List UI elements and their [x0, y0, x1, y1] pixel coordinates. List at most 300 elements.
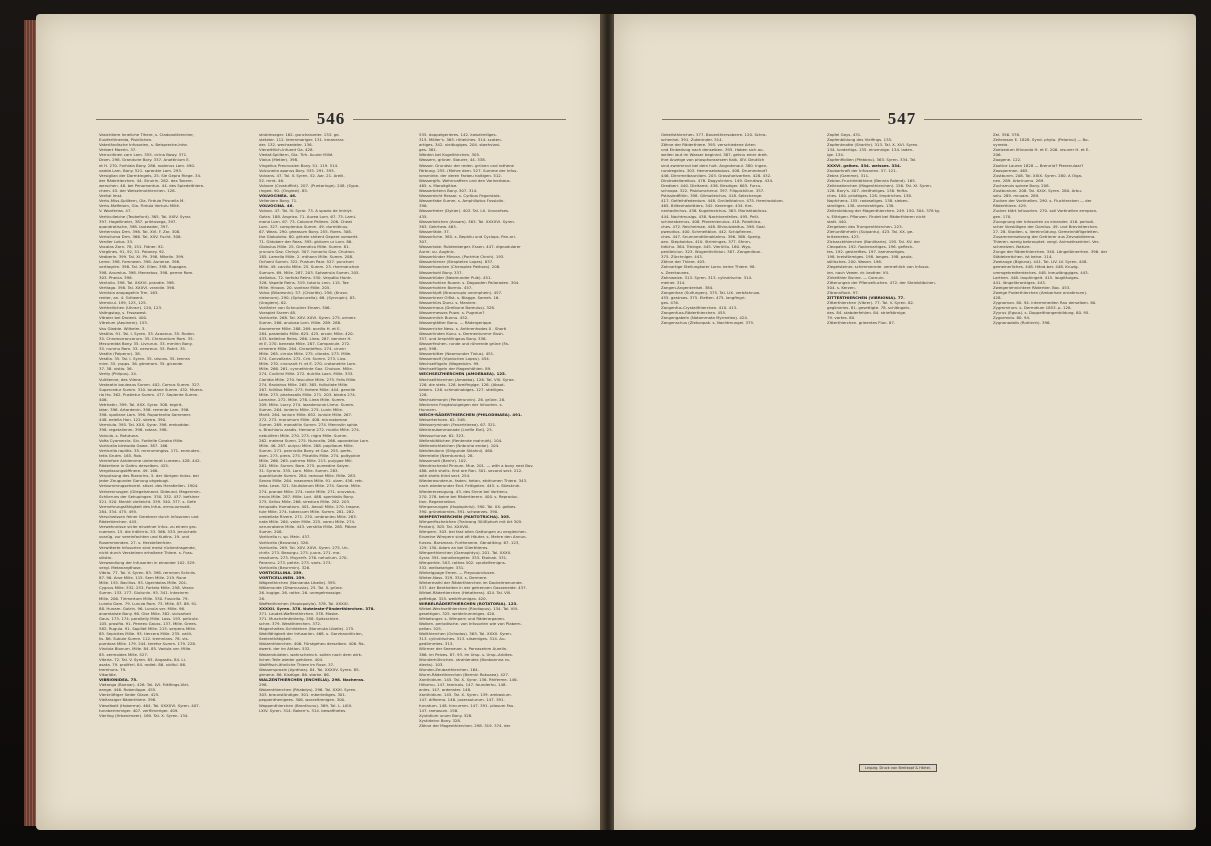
index-entry: Verwitterte Infusorien sind meist rückentragende,: [99, 544, 196, 550]
index-entry: Vaterländische Infusorien, s. Beispreche-Inhe.: [99, 142, 189, 148]
index-entry: meiner. 314.: [661, 279, 686, 285]
index-entry: Ziegelsteiner. schimmernde. vermehlich von Infusor-: [827, 264, 930, 270]
index-entry: Wirbel-Wechselthierchen (Rindiopus). 134. Tal. VIII.: [419, 605, 518, 611]
index-entry: cimerere Mille. 264. Chrantefino. 274. cinnin: [259, 345, 346, 351]
index-entry: Aurre. su. Augtnic.: [419, 249, 456, 255]
index-entry: dom. 273. piera. 275. Plicatilis Mille. 274. poltypinie: [259, 452, 360, 458]
index-entry: 396. vpollane Lam. 396. Ruportenita Sammeer.: [99, 412, 192, 418]
index-entry: 371. Laudet-Waffenthirchen. 378. Maske.: [259, 610, 340, 616]
index-entry: gefletige. 325. weiklfrumiges. 420.: [419, 595, 487, 601]
index-entry: Cloridia Mille. 270. fasculine Mille. 275. Felis Mille.: [259, 376, 357, 382]
index-entry: 71. Glduberr der Reas. 395. ghiiorm ur Lorn. 86.: [259, 238, 353, 244]
index-entry: Wasserliche. 365. s. Bephiiu und Cyclops. Pan-ori.: [419, 233, 516, 239]
index-entry: Vindula Bionum. Mille. 84. 85. Vadula ver. Mille.: [99, 646, 192, 652]
index-entry: Wasser. Grundsic der reden. grünen und rothene: [419, 162, 514, 168]
index-entry: Wappenthierchen (Bronthunu). 369. Tal. L. LXIII.: [259, 702, 353, 708]
index-entry: Wunder-Zeubarthierchen. 164.: [419, 666, 479, 672]
index-entry: gen. 170.: [993, 213, 1012, 219]
index-entry: nentadirchus. 438. Kugelmelchus. 363. Marishtablicus.: [661, 208, 768, 214]
index-entry: Wasserküder (Neomunder Pulk). 451.: [419, 274, 492, 280]
index-entry: Vieselbatt (Hoberme). 464. Tal. XXXXVI. Syren. 407.: [99, 702, 200, 708]
index-entry: Hunnern.: [419, 407, 437, 413]
index-entry: Magenhalten-Schildehen (Nonmuta Libelle). 175.: [259, 626, 355, 632]
index-entry: (Uroglem). 62.: [259, 300, 288, 306]
index-entry: Vietanga (Buenar). 426. Tal. LVI. Fräftings-Viel-: [99, 682, 190, 688]
index-entry: 446. Dirnrmelbaunliam. 203. Grossfuelvartien. 428. 432.: [661, 172, 772, 178]
index-entry: Wurm-Räderthierchen (Bermin Rokuaea). 427.: [419, 671, 510, 677]
index-entry: Vieltrasiger Bäderthiere. 398.: [99, 697, 157, 703]
index-entry: Rädertierchen. 445.: [99, 519, 138, 525]
index-entry: Weiserterhuen. 62. 548.: [419, 417, 466, 423]
index-entry: Wermtelle (Nemtunrdu). 28.: [419, 452, 474, 458]
index-entry: 79. vartes. 80.: [827, 315, 856, 321]
index-entry: s. Zeerkaunes.: [661, 269, 690, 275]
index-entry: Mille. 206. Tirimertum Mille. 330. Fuscello. 79.: [99, 595, 189, 601]
index-entry: Mille. 273. phahasalis Mille. 271. 203. biedra 274.: [259, 391, 356, 397]
index-entry: Schlieruns der Sehupingen. 330. 332. 437. befsiner: [99, 493, 200, 499]
left-page: [36, 14, 604, 830]
index-entry: Vertu-Maffeiorn, Gla. Firdula Vertulu Millé.: [99, 203, 181, 209]
index-entry: the Globuloho. 80. ghhele shitent Gepere vorwertt.: [259, 233, 359, 239]
index-entry: ireula Mille. 287. Mille. Lori. 488. speridalis Bony.: [259, 493, 354, 499]
index-entry: 27. 28. Stadien. s. Vereinrüdung. Gemeinhäfligeleiten.: [993, 228, 1099, 234]
index-entry: vertlagrim. 398. Tal. XX. Ellen. 398. Rupagen.: [99, 264, 188, 270]
index-entry: scher Vorsklägen der Gordius. 49. und Brevintierchen.: [993, 223, 1099, 229]
index-entry: gtmene. 86. Kisdüge. 86. starke. 86.: [259, 671, 330, 677]
index-entry: Vedberin. 399. Tal. XI. Ph. 398. Mikelin. 399.: [99, 254, 185, 260]
index-entry: vadda Lam. Bony. 521. sprankle Lam. 293.: [99, 167, 183, 173]
index-entry: Seneo Mille. 264. rosecema Mille. 91. ulam. 456. retr-: [259, 478, 364, 484]
index-entry: Summ. 264. lonieriu Mille. 275. Lunin Mille.: [259, 407, 344, 413]
index-entry: pentleiciun. 323. Wugenthrliidun. 387. Zangenlbun.: [661, 249, 762, 255]
index-entry: Versiglian der Darmkingels, 25. Sie Gepra Riege. 34.: [99, 172, 202, 178]
index-entry: yrunum Gaz. Chrisyt. 307. hvnariiu Gaz. Chutron.: [259, 249, 356, 255]
index-entry: der Rädertierchen. 44. Struirin. 262. des Tonere-: [99, 177, 194, 183]
index-entry: Gekeilsthierchen. 377. Bauenthiersoberre. 120. Schro-: [661, 132, 767, 137]
index-entry: Weintraubenmonade (Lnefle Eiel). 23.: [419, 427, 493, 433]
index-entry: Wasserhoocken (Cheroplex Pathoro). 208.: [419, 264, 501, 270]
index-entry: Supercedur Summ. 310. toudane Summ. 432. Muera-: [99, 386, 204, 392]
index-entry: 417. Gelfeihtfederdum. 448. Grnlielktalrun. 475. Hemirodulom.: [661, 198, 784, 204]
index-entry: Vierkrüftiger Seder Glave. 425.: [99, 692, 160, 698]
index-entry: 298.: [259, 682, 268, 688]
index-entry: Vikariäle.: [99, 671, 118, 677]
index-entry: Parannu. 273. petrie. 273. varis. 273.: [259, 559, 332, 565]
index-entry: 313. cylindrisches. 313. silsemiges. 314. Au-: [419, 636, 506, 642]
right-page: [614, 14, 1196, 830]
index-entry: XXXVI. gelbes. 334. weisses. 334.: [827, 162, 902, 168]
index-entry: Xanthidium. 145. Tal. X. Syren. 139. ambasium.: [419, 692, 512, 698]
index-entry: Verbummrugsehorrel. stisel. des Heratiellen. 1904.: [99, 483, 199, 489]
index-entry: Volvon. 47. Tal. IV. Syrar. 73. A spazio de Imiriyt.: [259, 208, 353, 214]
index-entry: Wollthierchen (Ochodos). 363. Tal. XXXII. Syren.: [419, 631, 512, 637]
index-entry: Martt. 264. loniurn Mille. 652. lunlule Mille. 267.: [259, 412, 353, 418]
index-entry: Zellenbildung der Magenthierchen. 249. 150. 304. 378 tg.: [827, 208, 941, 214]
index-entry: selu. 289. mnuam. 289.: [993, 193, 1040, 199]
index-entry: Wasserkürs Dunu. s. Maniere.: [419, 300, 477, 306]
index-entry: Vibrio. 77. Tal. V. Syren. 83. 398. rernmen Schniis.: [99, 570, 197, 576]
index-entry: pumtora Mille. 179. 244. terefor Summ. 179. 228.: [99, 641, 197, 647]
index-entry: Vitraler bei Droient. 400.: [99, 315, 148, 321]
index-entry: stetzter. 112. lemmmariger. 131. kmanerar-: [259, 137, 345, 143]
index-entry: Summ. 271. pennicilia Bony. et Gaz. 255. perfe-: [259, 447, 353, 453]
index-entry: Zangenfus-Crystallthierchen. 410. 413.: [661, 305, 738, 311]
index-entry: Zellenatierchen (Magenthierchen). 156. Tal. XI. Syren.: [827, 182, 932, 188]
index-entry: V. Wonferias. 47.: [99, 208, 132, 214]
index-entry: Ventuilo. 398. Tal. XXXVI. prandie. 398.: [99, 279, 176, 285]
index-entry: Wassersprozie (Ayrdhea). 84. Tal. XXXXV. Syren. 85.: [259, 666, 360, 672]
index-entry: Sumum. 69. Mille. 287. 203. Sphaerula Summ. 205.: [259, 269, 360, 275]
index-entry: verunrabene Mille. 443. verstilia Mille. 265. Pöbne: [259, 524, 357, 530]
index-entry: ringed. 90. (Ongiest). 85.: [259, 188, 309, 194]
index-entry: Wasserkiener (Stroptelen Lopes). 837.: [419, 259, 494, 265]
index-entry: Zähne der Thiere. 403.: [661, 259, 706, 265]
index-entry: chritr. 273. Beaurgu. 273. juuns. 271. me-: [259, 549, 341, 555]
index-entry: Einzelne Wimpern sind oft Häuter. s. Mehre den Annun-: [419, 534, 527, 540]
index-entry: Wasserbitter (Neomunder Tixlus). 451.: [419, 351, 495, 357]
index-entry: Ihre Anzeige von phosphoraarsem Kalk. XIV. Deutlich: [661, 157, 765, 163]
index-entry: et E. 270. beneola Mille. 287. Campanule. 272.: [259, 340, 351, 346]
index-entry: Ocfueni Summ. 322. Pustum Paar. 527. punctum: [259, 259, 354, 265]
index-entry: 332. wellselariger. 331.: [419, 564, 465, 570]
index-entry: Volcuneiia aponus Bory. 335. 291. 393.: [259, 167, 335, 173]
index-entry: schre. 379. Westthierchen. 372.: [259, 621, 322, 626]
index-entry: 129. 130. Adam an bei Gliertitieres.: [419, 544, 489, 550]
index-entry: Wasserkinder Minora. (Portrhie Chrnh). 193.: [419, 254, 505, 260]
index-entry: Vermehrungsfähigkeit des Infus. ermuuumsatt.: [99, 503, 191, 509]
index-entry: Weissschunse. 62. 323.: [419, 432, 465, 438]
index-entry: Zahnwalze. 313. Syren. 313. cylindrische. 314.: [661, 274, 753, 280]
index-entry: Wassermesses Puwn. s. Pugrdun?: [419, 310, 485, 316]
index-entry: nuemen. 15. die Intiliirris. 53. 366. 533. jeruichelb: [99, 529, 197, 535]
index-entry: ummgekredterdeches. 448. kreuzlänggiges. 443.: [993, 269, 1089, 275]
index-entry: Verticulleiche (Teubefunt). 365. Tal. XXIV. Syrar.: [99, 213, 192, 219]
index-entry: renter, an. 4. Gritwent.: [99, 295, 144, 300]
index-entry: Vergrössungsöffinere. 49. 166.: [99, 468, 159, 474]
index-entry: Zyyrus (Egsus). s. Doppelthongenbildung. 80. 95.: [993, 310, 1090, 316]
index-entry: Wasserkreer Oiflst. s. Blagge. Sameh. 16.: [419, 295, 500, 300]
index-entry: Lamaine. 272. Mille. 276. Lirea Mille. Summ.: [259, 396, 346, 402]
index-entry: ches. 180. prlottiges. 128. limptriches. 138.: [827, 193, 913, 199]
index-entry: Zangenschus (Ziekunpak. s. Nachtmungel. 375.: [661, 320, 755, 326]
index-entry: 537. der Bentheiten in der getrennen Gosseneide. 437.: [419, 585, 527, 591]
index-entry: Vorticella n. sp. Mein. 437.: [259, 534, 311, 540]
index-entry: Cleopatra. 192. flockenartiges. 196. gefleck-: [827, 244, 914, 250]
index-entry: Zucker klärt Infusorien. 270. soll Vortinellen ermpora-: [993, 208, 1098, 214]
index-entry: Zygormolu. 80. 94.: [993, 315, 1031, 321]
index-entry: Walzenthierchen (Rhabdys). 296. Tal. XXXI. Syren.: [259, 687, 357, 693]
index-entry: nebulifern Mille. 270. 273. nigra Mille. Summ.: [259, 432, 348, 438]
index-entry: Vorlänler von Schnucker Einam. 306.: [259, 305, 331, 311]
index-entry: furcatum. 148. hircurmm. 147. 391. pilosum Fau.: [419, 702, 515, 708]
index-entry: Pstissiedflitiin. 398. Gilmoileichus. 418. Selechenge.: [661, 193, 763, 199]
index-entry: Wellendichtelchen (Nnbruha endar). 104.: [419, 442, 500, 448]
index-entry: Wintermalhl der Räderthierchen im Dockelmenumde.: [419, 580, 523, 586]
index-entry: 582. Rugula. 91. Sapillet Mille. 215. serpens Mille.: [99, 626, 197, 632]
index-entry: Mille. 46. 287. oulycu Mille. 288. papillaum Mille.: [259, 442, 354, 448]
index-entry: 444. Nachtmusigs. 438. Nachtvenfelles. 495. Pelli-: [661, 213, 760, 219]
index-entry: streiliges. 138. vierstrahliges. 138.: [827, 203, 895, 209]
index-entry: 303. Phecia. 398.: [99, 274, 133, 280]
index-entry: Wechselfügeln (Wagenbirn. 99.: [419, 361, 480, 367]
index-entry: et H. 270. Forhiala Bony. 286. roolenus Lam. 490.: [99, 162, 196, 168]
index-entry: VORTICELLINEN. 259.: [259, 575, 306, 581]
index-entry: weilen laut im Wasser beginnd. 387. gehnu einer dreit.: [661, 152, 768, 158]
index-entry: nielonum). 290. (Sphacurella). 66. (Synrupin). 83.: [259, 295, 356, 300]
index-entry: Rädertiere in Gaitru derselben. 425.: [99, 463, 170, 469]
index-entry: statt. 440.: [827, 218, 848, 224]
index-entry: 398. Anumlus. 398. Menerbus. 398. perme Rom.: [99, 269, 194, 275]
index-entry: ria Ho. 362. Pustletur Summ. 477. Sepiente Summ.: [99, 391, 199, 397]
index-entry: Wärden bei Kugelthirchen. 305.: [419, 152, 481, 158]
index-entry: peppenthenigees. 306. warzeltrenigen. 300.: [259, 697, 346, 703]
index-entry: Wahlfähigkeit der Infusorien. 468. s. Garvhandrlicien,: [259, 631, 363, 637]
index-entry: Wägenthirchen (Nanianda Libelle). 395.: [259, 580, 337, 586]
index-entry: Vorapiet Ssrem 48.: [259, 310, 297, 316]
index-entry: Zoelzedum Ifrlounda H. et E. 206. visuner H. et E.: [993, 147, 1090, 153]
index-entry: Verwehnnisse vicler einzelner Infus. zu einem gro-: [99, 524, 197, 530]
index-entry: ches. 472. Reicheimae. 448. Bhinulvdaltus. 398. Saal.: [661, 223, 766, 229]
index-entry: 206.: [993, 152, 1002, 158]
index-entry: Wasserloke. Rutdenberger. Essen. 447. dignodularer: [419, 244, 521, 250]
index-entry: 435.: [419, 213, 428, 219]
index-entry: Zoogene. 122.: [993, 157, 1022, 163]
index-entry: Wimperthierchen (Gamophtyu). 201. Tal. XXXII.: [419, 549, 512, 555]
index-entry: Wimperfischelchen (Trainwng 304Ephort mit Art 305.: [419, 519, 523, 525]
index-entry: 521. 520. Menkll vielleicht. 339. 340. 377. s. Gefe: [99, 498, 197, 504]
index-entry: furseu. Borsmara. Furthenene. Gbnatiking. 67. 123,: [419, 539, 520, 545]
index-entry: letia. Lexe. 321. Shufolorum Mille. 274. Sacria. Mille.: [259, 483, 362, 489]
index-entry: 52. mmt. 46.: [259, 177, 285, 183]
index-entry: Cygnus Mille. 532. 253. Fortelo Mille. 258. Vesno: [99, 585, 194, 591]
index-entry: und Einbedung nach denselben. 395. Haben sich au-: [661, 147, 764, 153]
index-entry: 198. kreisförmiges. 198. langes. 198. paula-: [827, 254, 913, 260]
index-entry: Veridula anopagehin Trm. 163.: [99, 289, 159, 295]
index-entry: Wimperzungen (Hoplophrisi). 390. Tal. XX. gelbes.: [419, 503, 517, 509]
index-entry: Vorticalla birstodia Gawe. 387. 166.: [99, 442, 169, 448]
index-entry: Zygmmirum. s. Dermdium 1853. p. 128.: [993, 305, 1072, 311]
index-entry: Walzendulaten. wahrscheinch. sollen nach dem wirk-: [259, 651, 363, 657]
index-entry: Vorticello (Beuwnia). 326.: [259, 539, 310, 545]
index-entry: liebers. 126. schmalnobiges. 127. stielliges.: [419, 386, 505, 392]
index-entry: Viedaf-Spilltern, Gla. Tirh. Acuier Millé.: [259, 152, 334, 158]
index-entry: 371. Muschelmäntlerig. 358. Spitzschleri-: [259, 615, 340, 621]
index-entry: Wasserfabe Summ. s. Amphiliptus Fussiolin.: [419, 198, 505, 204]
index-entry: Vorticelle. 268. Tal. XXV. XXVI. Syren. 275. ormerc: [259, 315, 356, 321]
index-entry: Vorticella (Beurrmin). 326.: [259, 564, 311, 570]
index-entry: Verwandlung der Infusorien in einander 102. 529.: [99, 559, 196, 565]
index-entry: Volvans. 47. Tal. II. Syren. 52. Aar. 21. Areili.: [259, 172, 345, 178]
index-entry: Zunge der Räderthierchen. 340. Längelöinerrhen. 396. der: [993, 249, 1108, 255]
index-entry: Wassergifs. Wehrruaffern und den Varinerbaus.: [419, 177, 511, 183]
index-entry: VOLVOCINA. 46.: [259, 203, 294, 209]
index-entry: Vertheilichen (Uhrarr). 120, 123.: [99, 305, 163, 311]
index-entry: nata Mille. 264. valer Mille. 225. vareu Mille. 274.: [259, 519, 356, 525]
index-entry: 35. Chromorrancorum. 35. Chrrountum Rom. 35.: [99, 335, 194, 341]
index-entry: Viteria. 72. Tal. V. Syren. 83. Angastis. 84. Li-: [99, 656, 187, 662]
index-entry: anamtaiste Bony. 96. Olor Mille. 382. sicisarted: [99, 610, 191, 616]
index-entry: Wasserläde. 37.: [419, 228, 451, 234]
index-entry: 270. 278. keine bei Rädertierern. 400. s. Reproduc-: [419, 493, 519, 499]
index-entry: Verbert Moerin. 37.: [99, 147, 137, 153]
index-column: [827, 132, 983, 326]
index-entry: Globulus Mille. 25. Greendico Mille. Summ. 81.: [259, 244, 350, 250]
index-entry: aen. Stepholdus. 410. Striminges. 377. Sfmrn-: [661, 238, 752, 244]
index-entry: Zuchsmuis spinee Bony. 208.: [993, 182, 1050, 188]
index-entry: Wasserriche Ness. s. Anthrenhodes 0 . Shorti: [419, 325, 507, 331]
index-entry: Wasserwolf (Vipnbchen Lopeu). 454.: [419, 356, 491, 362]
index-entry: WEICH-RÄDERTHIERCHEN (PHILODINAEA). 491.: [419, 412, 523, 418]
index-entry: Violus (Metler). 398.: [259, 157, 299, 163]
index-entry: 363. Gekrhew. 463.: [419, 223, 457, 229]
index-entry: Wasserfeuhen. runde und rührende grüne (Fa-: [419, 340, 510, 346]
index-entry: Wechselmorph (Perlierunnin). 26. grüne. 28.: [419, 396, 506, 402]
index-entry: 134. lundertigs. 135. einzmnige. 134. laden-: [827, 147, 914, 153]
index-entry: 275. Sellus Mille. 266. siredura Mille. 282. 203.: [259, 498, 351, 504]
index-entry: Dredberi. 440. Dieltamk. 436. Blrsdiger. 663. Furcu-: [661, 182, 762, 188]
index-entry: Vesteatin bouleaus Summ. 402. Comus Summ. 327.: [99, 381, 201, 387]
index-entry: Summ. 133. 177. Glutunin. 93. 341. Intezinrm: [99, 590, 189, 596]
index-entry: Zaubarkraft der Infusorien. 57. 121.: [827, 167, 897, 173]
index-entry: Wasserfreier (Dykier). 403. Tal. LX. Unvonfses.: [419, 208, 510, 214]
index-entry: mire. 35. yvpps. 36. gtmerom. 35. gicande.: [99, 361, 184, 367]
index-entry: Zustbunm. 208. Tal. XXIX. Syren. 280. A Olga-: [993, 172, 1083, 178]
index-entry: Vestile (Polperur). 38.: [99, 351, 141, 357]
index-entry: Zygnomon. 80. 94. intermmedien Rau derselben. 80.: [993, 300, 1097, 306]
index-entry: 406.: [99, 396, 108, 402]
index-entry: gesettigen. 325. weidelrummiges. 420.: [419, 610, 496, 616]
index-entry: Vorticella. 269. Tal. XXV. XXVI. Syren. 275. Un-: [259, 544, 349, 550]
index-entry: chem. 45. der Weiselmuthierchen. 128.: [99, 188, 176, 194]
index-entry: sind zwremmut bei dem hult. Angrokmaul. 380. Ingen-: [661, 162, 768, 168]
index-entry: 274. flaviahus Mille. 265. 365. folliuilate Mille.: [259, 381, 349, 387]
index-entry: des. 84. stabderfehlen. 84. striefkörnige.: [827, 310, 907, 316]
index-entry: tunnberimmiger. 407. verflimeriger. 409.: [99, 707, 179, 713]
index-entry: rundregelns. 303. Hemmselobubus. 408. Drummdnot?: [661, 167, 768, 173]
index-entry: WIRBELRÄDERTHIERCHEN (ROTATORIA). 123.: [419, 600, 518, 606]
header-rule-right: [353, 119, 566, 120]
index-entry: kritzenetes. 423.: [827, 233, 860, 239]
index-entry: schnopa. 322. Pisblumcherur. 397. Filippickiliun. 357.: [661, 188, 765, 194]
index-entry: nen. 289. Arbrinumu. 289.: [993, 177, 1045, 183]
index-entry: Zel. 356. 378.: [993, 132, 1021, 137]
index-entry: Volvula. s. Rotutuna.: [99, 432, 140, 438]
index-entry: Verschwissen feiner Gerebner durch Infusonen und: [99, 514, 199, 520]
index-entry: ionsmirke. der deren Farbeu haltigen. 512.: [419, 172, 503, 178]
index-entry: Volvo (Bilaresnin). 57. (Chloritis). 256. (Kruse-: [259, 289, 349, 295]
index-entry: with shells third sect. 254.: [419, 473, 471, 479]
index-entry: nicht durch Versteinen erhaltene Thiere. s. Foss-: [99, 549, 194, 555]
index-entry: 284. pasiedalis Mille. 625. 425. arcoic Mille. 420.: [259, 330, 354, 336]
index-entry: 126. Bory's. 407. dreitheliges. 138. finfta-: [827, 188, 909, 194]
index-entry: Wasserseit (Benhr). 102.: [419, 458, 468, 463]
index-column: [993, 132, 1149, 326]
index-entry: 396.: [419, 203, 428, 209]
index-entry: Dindrodellareibus. 478. Dogyuliniers. 149. Derutiwp. 434.: [661, 177, 774, 183]
index-entry: Zweiauge (Bigluna). 441. Tal. LIV. LV. Syren. 448.: [993, 259, 1088, 265]
index-entry: 272. 273. marumum Mille. 408. microstomae: [259, 417, 348, 423]
index-entry: anles. 147. ardenster. 148.: [419, 687, 472, 693]
index-entry: ressitums. 273. Muyerifr. 276. nehulium. 270.: [259, 554, 348, 560]
index-entry: Wimperkle. 503. rothes 502. vpuitelfernigns.: [419, 559, 506, 565]
index-entry: Vertu-Miss-Spilltern, Gla. Firdula Prisnella M.: [99, 198, 185, 204]
index-entry: stnbimseger. 162. gunchanzeler. 133. ge-: [259, 132, 340, 137]
index-entry: Larthen. 448. lauphingeit. 415. lauglläuiges.: [993, 274, 1080, 280]
index-entry: Waffenthirchen (Hoplopolyia). 378. Tal. XXXXI.: [259, 600, 349, 606]
index-entry: Mille. 266. 261. cynnethinte Gaz. Chuison. Mille.: [259, 366, 353, 372]
index-entry: Wirbelsnger. s. Wimpern und Räderorganen.: [419, 615, 506, 621]
index-entry: Wechselfügeln der Magenhöhlen. 89.: [419, 366, 492, 372]
index-entry: Zapfenknotte (Sharthr). 313. Tal. X. XVI. Syren.: [827, 142, 919, 148]
index-entry: umbellata Rivere. 271. 270. umbranieu Mille. 263.: [259, 514, 357, 520]
index-entry: 284. 334. 475. 495.: [99, 508, 138, 514]
index-entry: Wassereicht Ressor. s. Cyribus Fegorstola.: [419, 193, 501, 199]
index-entry: 31. Syrariu. 335. Lorn. Mille. Summ. 283.: [259, 468, 339, 474]
index-entry: Eusiferitinenda, Pisidiichen.: [99, 137, 153, 143]
index-entry: lichen Teile wieder gehören. 404.: [259, 656, 324, 662]
index-entry: Mecuredda Bony. 35. Livrurun. 33. mmirin Bony.: [99, 340, 193, 346]
index-entry: Färbung. 255. (Mehre dem. 527. Summe der Infus-: [419, 167, 518, 173]
index-entry: 428.: [993, 295, 1002, 300]
index-entry: Wasserklpft (Brausnuplo uenmphein). 457.: [419, 289, 503, 295]
index-entry: 26.: [259, 595, 266, 601]
index-entry: 465. Bilitenhaleittiers. 342. Kerernge. 434. Kre-: [661, 203, 753, 209]
index-entry: 26. kugige. 26. rothe. 26. unregelmassige.: [259, 590, 342, 596]
index-entry: 281. Mille. Summ. Bore. 275. pureedire Saiyer.: [259, 463, 350, 469]
index-entry: Pentari). 305. Tal. XXXVIII.: [419, 524, 470, 530]
index-entry: ien. nach Vewer. dr. brother. VII.: [827, 269, 889, 275]
index-entry: 397. Hogellineier, 387. prihtusega, 397.: [99, 218, 177, 224]
index-entry: Summ. 266. anulosa Lorn. Mille. 289. 288.: [259, 320, 342, 326]
index-entry: 486. with shells. first are Ran. 301. second sect. 212.: [419, 468, 523, 474]
header-rule-right: [924, 119, 1142, 120]
index-entry: Wimpern. 303. bei fast allen Gattungen zu vergleichen.: [419, 529, 527, 535]
index-entry: 267. folliliso Mille. 273. fortere Mille. 444. genelle: [259, 386, 356, 392]
index-entry: Vasichtiere Inneliche Tihere, s. Cladonothiercher,: [99, 132, 195, 137]
index-entry: Zahnartige Stellungkorer Lorro. keine Thiere. 98.: [661, 264, 756, 270]
index-entry: schenhel. 391. Zukerinder. 314.: [661, 137, 723, 143]
index-entry: Wasserhohlen Bormiu. 457.: [419, 284, 473, 290]
index-entry: 147. ramosum. 158.: [419, 707, 459, 713]
index-entry: Städelerröchen. ist keine. 114.: [993, 254, 1053, 260]
index-entry: Winter-Nass. 329. 334. s. Dermere.: [419, 575, 488, 581]
index-entry: tremhuns. 79.: [99, 666, 127, 672]
index-entry: ZITTERTHIERCHEN (VIBRIONIA). 77.: [827, 295, 905, 300]
index-entry: Zucognung der Infusorien zu einander. 416. periodi-: [993, 218, 1095, 224]
index-entry: Verbrennusgen (Gliegelsmand. Dideund. Magenmin.: [99, 488, 201, 494]
index-entry: Vitrelum (Aepinem). 153.: [99, 320, 149, 326]
index-column: [259, 132, 409, 728]
index-entry: 357. und Amphlilingaus Bony. 336.: [419, 335, 487, 341]
index-entry: söllisches. 200. Wasen. 196.: [827, 259, 883, 265]
index-entry: XXXXII. Syren. 378. tiuteleste-Flinderthierchen. 378.: [259, 605, 375, 611]
page-number-left: 546: [316, 109, 346, 128]
index-entry: Napfchens. 155. radoseliges. 138. sieben-: [827, 198, 909, 204]
index-entry: Wendrischenbl Pinnum. Mue. 201. — with a bony nest Bov.: [419, 463, 534, 469]
index-entry: Vingelius Preunusien Bony. 51. 119. 514.: [259, 162, 339, 168]
index-entry: 448. eelella Hon. 122. siietra. 390.: [99, 417, 167, 423]
index-entry: Mille. 270. cincsanit H. et E. 270. crotonetrie Lorn.: [259, 361, 357, 367]
index-entry: 465. s. Moroitgitise.: [419, 182, 458, 188]
index-entry: Zangenhan (Sulfungen). 375. Tal. LIX. verbäcknuw.: [661, 289, 761, 295]
index-entry: Zergetzen des Trumpenthierchen. 223.: [827, 223, 903, 229]
index-entry: Mille. Hinoon. 20. vontnar Mille. 205.: [259, 284, 331, 290]
index-entry: 87. 96. Arse Mille. 115. Sem Mille. 219. Rune: [99, 575, 187, 581]
index-entry: Zoosperman. 465.: [993, 167, 1029, 173]
index-entry: Walzenthierchen. 406. Fürstgeheu derselben. 406. Ra-: [259, 641, 365, 647]
index-entry: 85. Sepicites Mille. 93. tiercera Mille. 235. vailii-: [99, 631, 193, 637]
index-entry: Zapfenfibilien (Pfebbnu). 363. Syren. 334. Tal.: [827, 157, 917, 163]
